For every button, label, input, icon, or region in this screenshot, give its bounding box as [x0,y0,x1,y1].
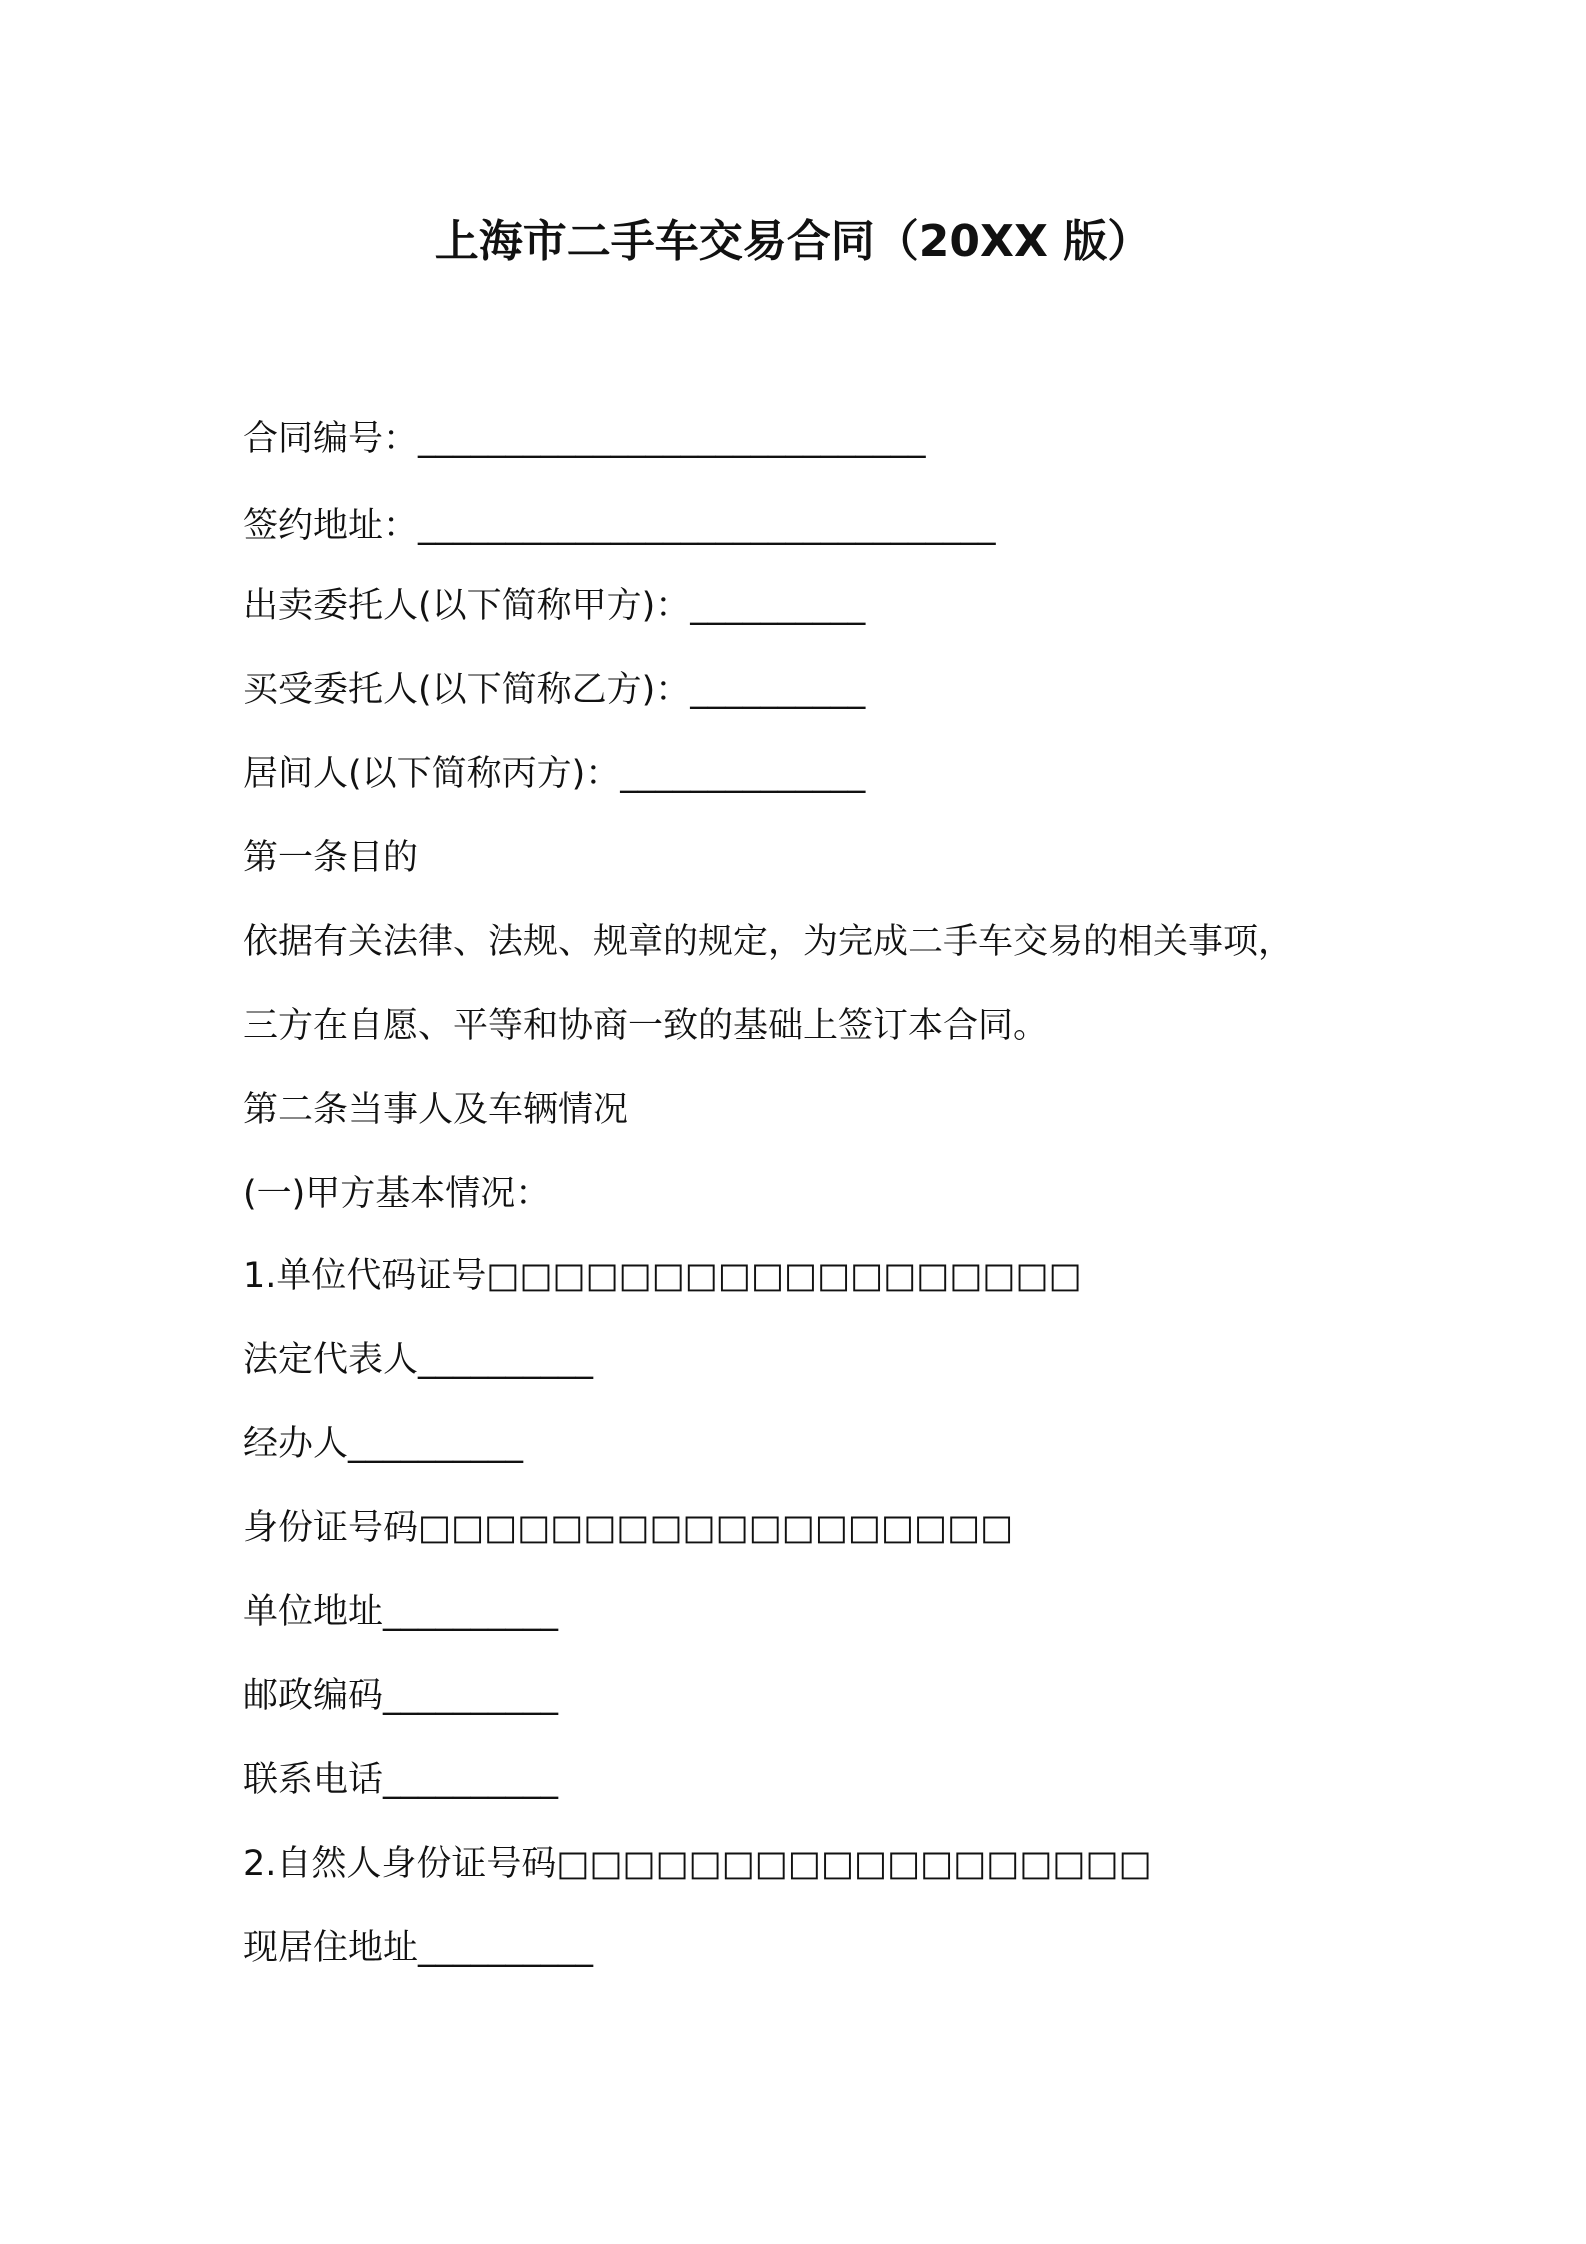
party-a-section-heading: (一)甲方基本情况： [243,1174,551,1214]
postal-code-field: 邮政编码__________ [243,1676,559,1716]
unit-address-field: 单位地址__________ [243,1592,559,1632]
unit-code-field: 1.单位代码证号□□□□□□□□□□□□□□□□□□ [243,1256,1082,1296]
legal-representative-field: 法定代表人__________ [243,1340,594,1380]
article-one-text-line-2: 三方在自愿、平等和协商一致的基础上签订本合同。 [243,1006,1049,1046]
current-address-field: 现居住地址__________ [243,1928,594,1968]
signing-address-field: 签约地址：_________________________________ [243,506,996,546]
article-one-text-line-1: 依据有关法律、法规、规章的规定，为完成二手车交易的相关事项， [243,922,1294,962]
article-one-heading: 第一条目的 [243,838,419,878]
article-two-heading: 第二条当事人及车辆情况 [243,1090,629,1130]
id-number-field: 身份证号码□□□□□□□□□□□□□□□□□□ [243,1508,1014,1548]
contract-title: 上海市二手车交易合同（20XX 版） [434,216,1152,267]
phone-field: 联系电话__________ [243,1760,559,1800]
handler-field: 经办人__________ [243,1424,524,1464]
seller-agent-field: 出卖委托人(以下简称甲方)：__________ [243,586,866,626]
contract-number-field: 合同编号：_____________________________ [243,419,926,459]
natural-person-id-field: 2.自然人身份证号码□□□□□□□□□□□□□□□□□□ [243,1844,1152,1884]
intermediary-field: 居间人(以下简称丙方)：______________ [243,754,866,794]
buyer-agent-field: 买受委托人(以下简称乙方)：__________ [243,670,866,710]
